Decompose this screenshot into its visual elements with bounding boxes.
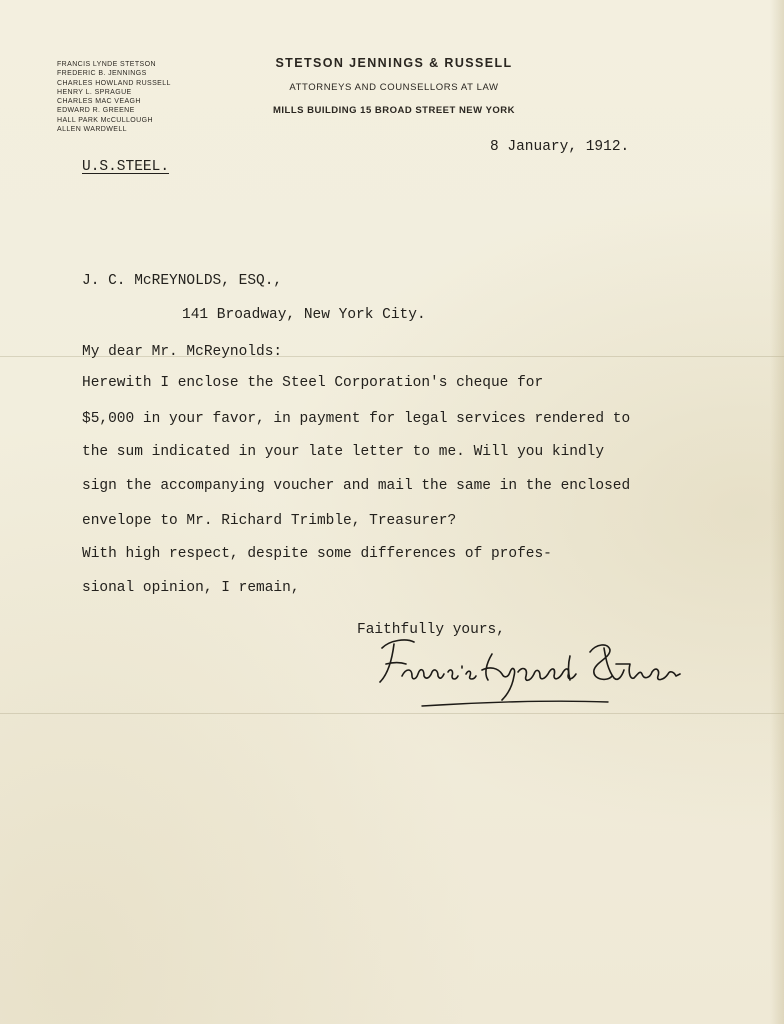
body-line: sional opinion, I remain, [82,580,300,596]
body-line: envelope to Mr. Richard Trimble, Treasurer? [82,513,457,529]
partner-name: CHARLES MAC VEAGH [57,98,141,106]
subject-reference: U.S.STEEL. [82,159,170,175]
firm-address: MILLS BUILDING 15 BROAD STREET NEW YORK [272,105,516,116]
salutation: My dear Mr. McReynolds: [82,344,283,360]
addressee-address: 141 Broadway, New York City. [182,307,426,323]
partner-name: HENRY L. SPRAGUE [57,88,132,96]
addressee: J. C. McREYNOLDS, ESQ., [82,273,283,289]
letter-date: 8 January, 1912. [490,139,630,155]
partner-name: CHARLES HOWLAND RUSSELL [57,79,171,87]
partner-name: ALLEN WARDWELL [57,126,127,134]
paper-edge-shading [770,0,784,1024]
body-line: the sum indicated in your late letter to me. Will you kindly [82,444,605,460]
body-line: $5,000 in your favor, in payment for legal services rendered to [82,411,631,427]
partner-name: FRANCIS LYNDE STETSON [57,61,156,68]
firm-name: STETSON JENNINGS & RUSSELL [275,56,513,70]
partner-name: HALL PARK McCULLOUGH [57,116,153,124]
partner-list [57,60,171,134]
closing: Faithfully yours, [357,622,505,638]
body-line: sign the accompanying voucher and mail the same in the enclosed [82,478,631,494]
handwritten-signature [372,630,692,720]
partner-name: FREDERIC B. JENNINGS [57,70,147,78]
partner-name: EDWARD R. GREENE [57,107,135,115]
letterhead [236,56,552,116]
body-line: With high respect, despite some differences of profes- [82,546,552,562]
body-line: Herewith I enclose the Steel Corporation's cheque for [82,375,544,391]
firm-tagline: ATTORNEYS AND COUNSELLORS AT LAW [289,82,499,93]
